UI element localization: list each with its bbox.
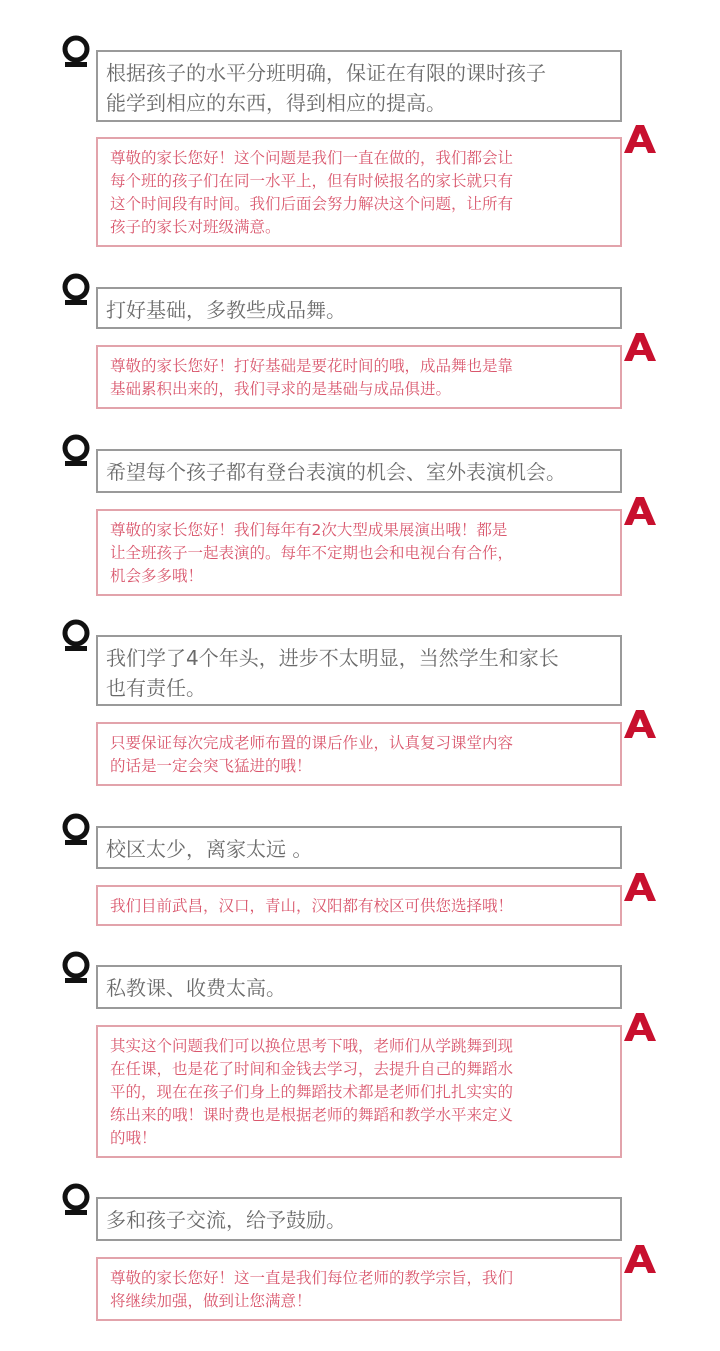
question-text: 打好基础，多教些成品舞。	[96, 287, 622, 329]
question-q-icon	[60, 619, 92, 653]
answer-text: 我们目前武昌，汉口，青山，汉阳都有校区可供您选择哦！	[96, 885, 622, 926]
question-text: 希望每个孩子都有登台表演的机会、室外表演机会。	[96, 449, 622, 493]
question-text: 根据孩子的水平分班明确，保证在有限的课时孩子 能学到相应的东西，得到相应的提高。	[96, 50, 622, 122]
question-text: 私教课、收费太高。	[96, 965, 622, 1009]
question-q-icon	[60, 1183, 92, 1217]
question-text: 校区太少，离家太远 。	[96, 826, 622, 869]
answer-text: 尊敬的家长您好！我们每年有2次大型成果展演出哦！都是 让全班孩子一起表演的。每年不定期也会和电视台有合作， 机会多多哦！	[96, 509, 622, 596]
answer-text: 其实这个问题我们可以换位思考下哦，老师们从学跳舞到现 在任课，也是花了时间和金钱去学习，去提升自己的舞蹈水 平的，现在在孩子们身上的舞蹈技术都是老师们扎扎实实的 练出来的哦！课时费也是根据老师的舞蹈和教学水平来定义 的哦！	[96, 1025, 622, 1158]
answer-text: 只要保证每次完成老师布置的课后作业，认真复习课堂内容 的话是一定会突飞猛进的哦！	[96, 722, 622, 786]
answer-a-icon	[624, 1013, 656, 1041]
answer-a-icon	[624, 873, 656, 901]
question-q-icon	[60, 951, 92, 985]
answer-a-icon	[624, 497, 656, 525]
answer-a-icon	[624, 125, 656, 153]
answer-text: 尊敬的家长您好！这个问题是我们一直在做的，我们都会让 每个班的孩子们在同一水平上，但有时候报名的家长就只有 这个时间段有时间。我们后面会努力解决这个问题，让所有 孩子的家长对班级满意。	[96, 137, 622, 247]
answer-a-icon	[624, 333, 656, 361]
answer-text: 尊敬的家长您好！打好基础是要花时间的哦，成品舞也是靠 基础累积出来的，我们寻求的是基础与成品俱进。	[96, 345, 622, 409]
question-text: 多和孩子交流，给予鼓励。	[96, 1197, 622, 1241]
answer-a-icon	[624, 1245, 656, 1273]
question-q-icon	[60, 813, 92, 847]
question-q-icon	[60, 434, 92, 468]
answer-a-icon	[624, 710, 656, 738]
answer-text: 尊敬的家长您好！这一直是我们每位老师的教学宗旨，我们 将继续加强，做到让您满意！	[96, 1257, 622, 1321]
question-q-icon	[60, 273, 92, 307]
question-q-icon	[60, 35, 92, 69]
question-text: 我们学了4个年头，进步不太明显，当然学生和家长 也有责任。	[96, 635, 622, 706]
